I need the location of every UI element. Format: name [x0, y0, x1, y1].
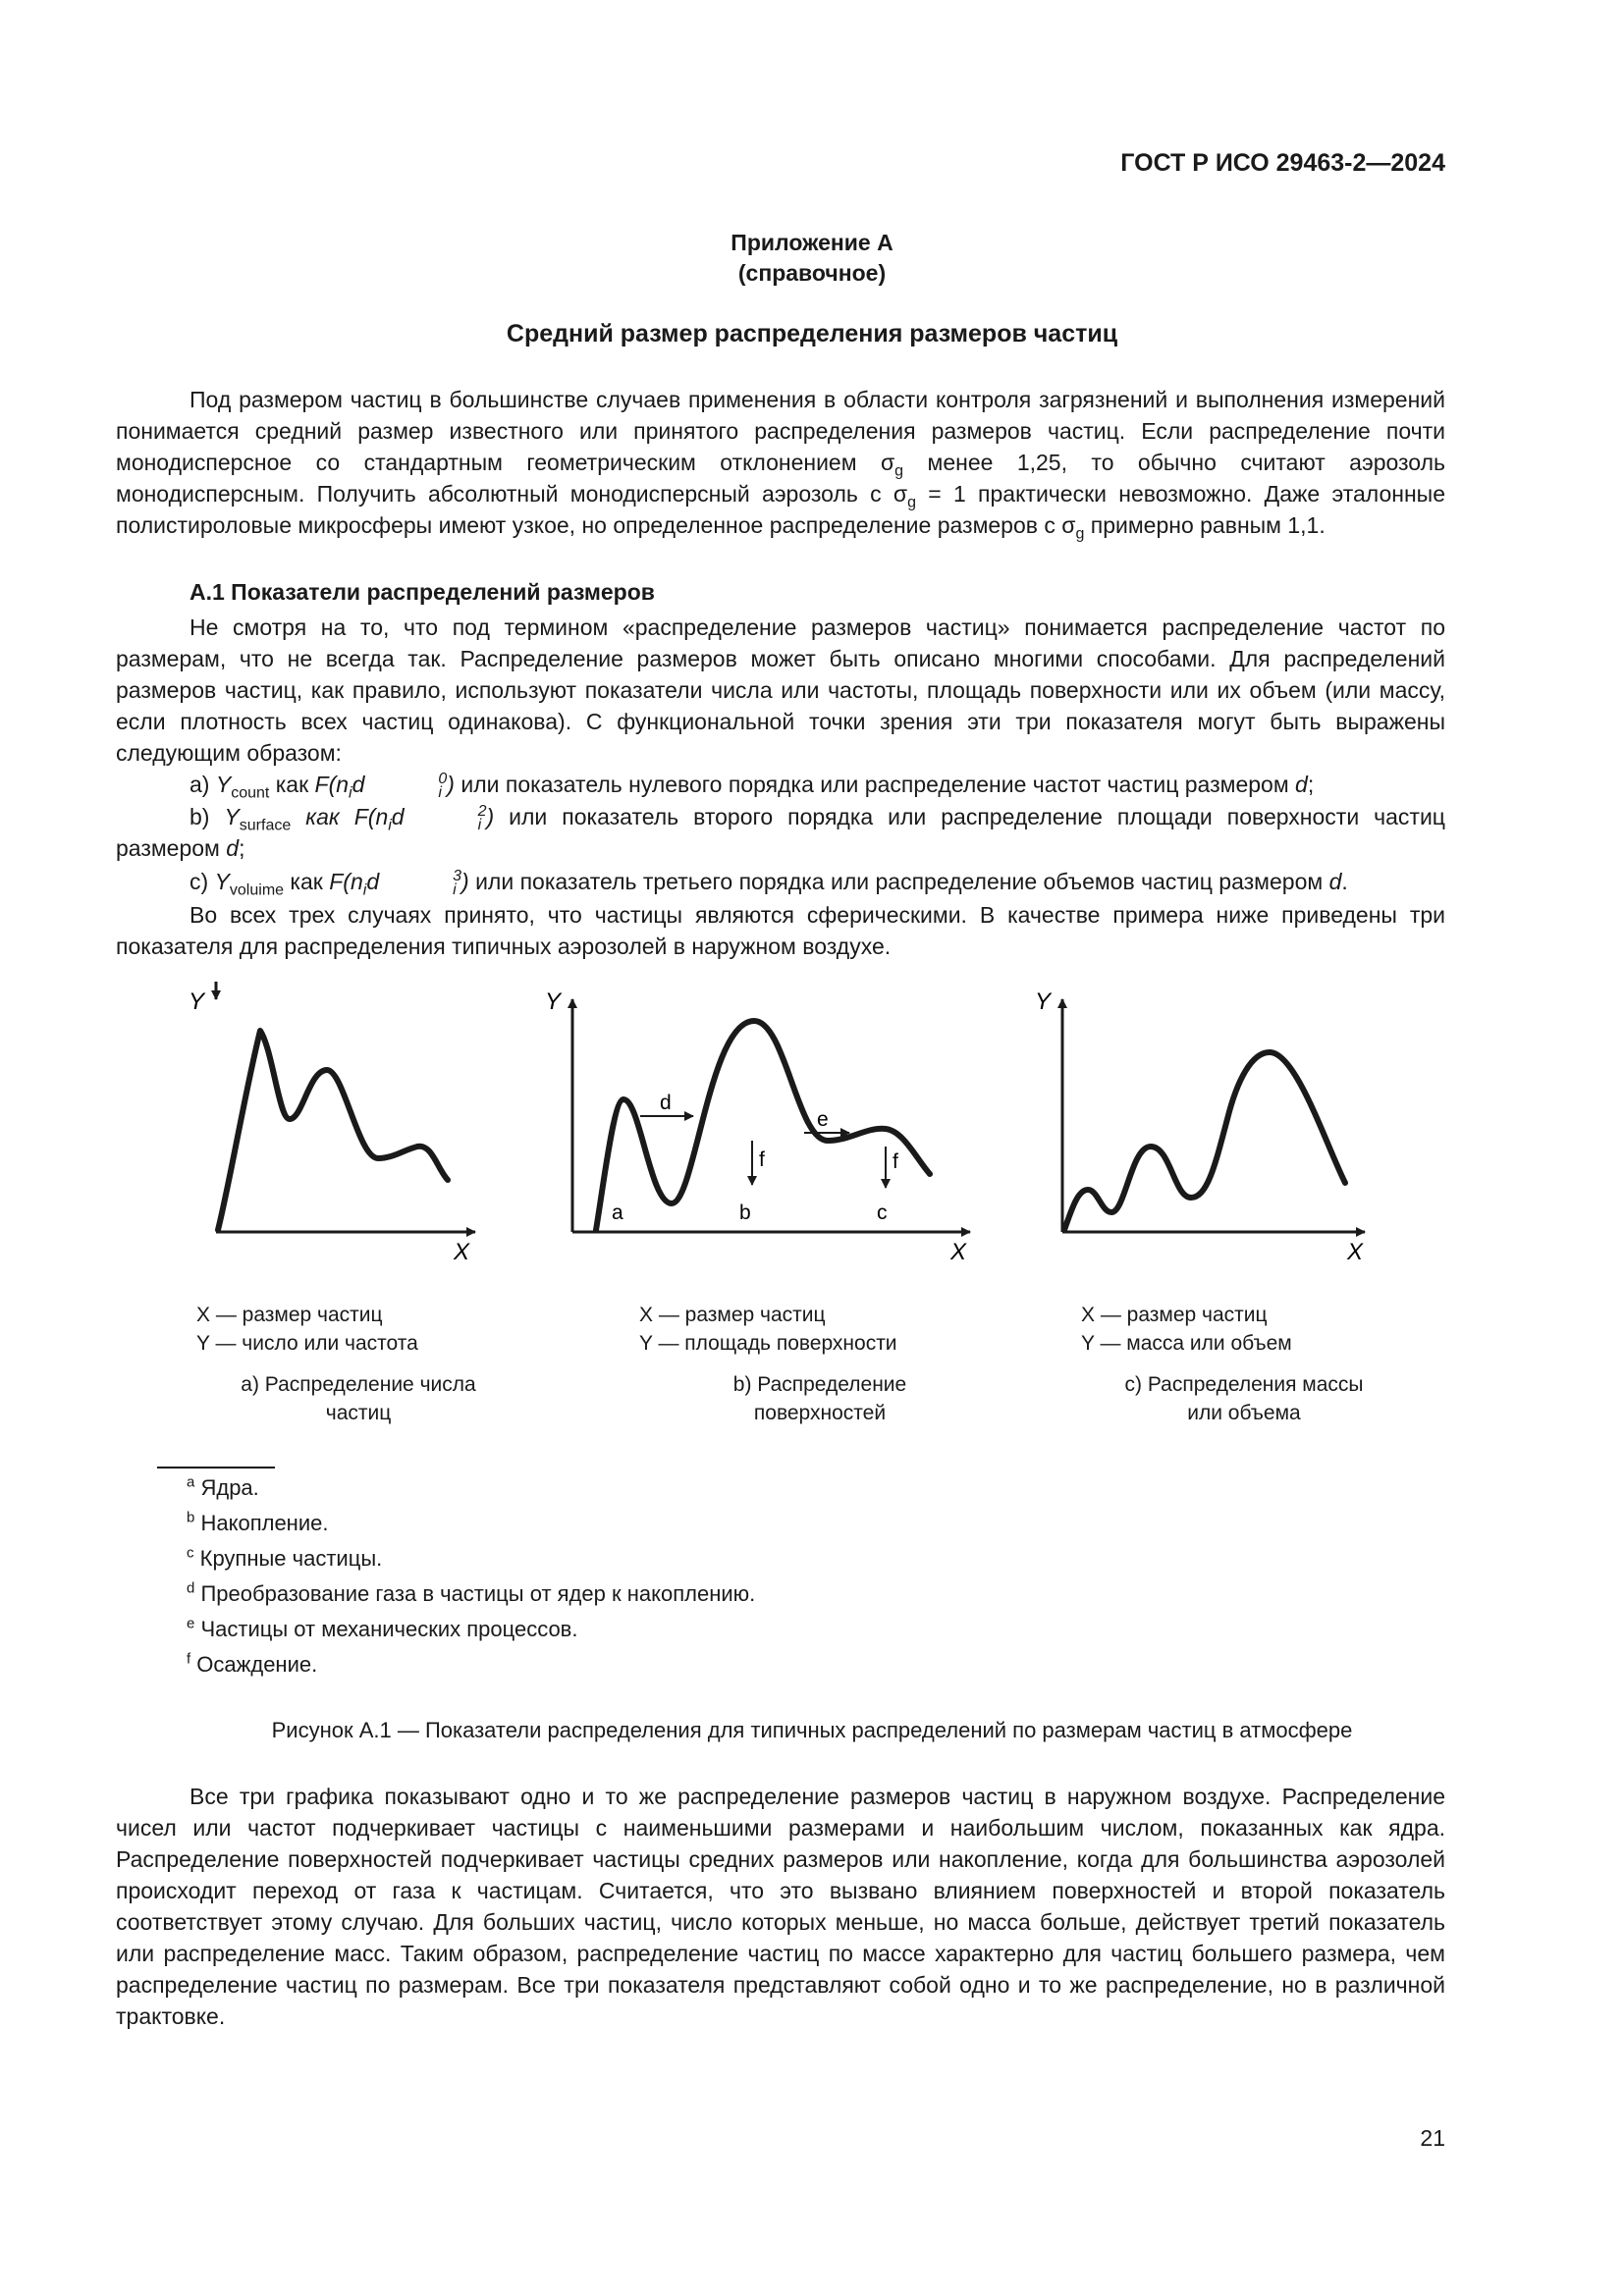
distribution-curve — [1064, 1052, 1345, 1230]
formula-part: ) — [461, 869, 469, 894]
footnote-mark: a — [187, 1473, 195, 1491]
var-d: d — [226, 835, 240, 861]
item-prefix: b) — [189, 804, 225, 829]
legend-x: X — размер частиц — [1081, 1304, 1268, 1326]
conclusion-paragraph: Все три графика показывают одно и то же распределение размеров частиц в наружном воздухе. Распределение чисел или частот подчеркивает частицы с наименьшими размерами и наибольшим числом, показанных как ядра. Распределение поверхностей подчеркивает частицы средних размеров или накопление, когда для большинства аэрозолей происходит переход от газа к частицам. Считается, что это вызвано влиянием поверхностей и второй показатель соответствует этому случаю. Для больших частиц, число которых меньше, но масса больше, действует третий показатель или распределение масс. Таким образом, распределение частиц по массе характерно для частиц большего размера, чем распределение частиц по размерам. Все три показателя представляют собой одно и то же распределение, но в различной трактовке. — [116, 1784, 1445, 2029]
item-text: или показатель второго порядка или распределение площади поверхности частиц размером — [116, 804, 1445, 861]
y-symbol: Y — [224, 804, 240, 829]
appendix-title — [0, 228, 1624, 289]
legend-x: X — размер частиц — [639, 1304, 826, 1326]
section-title: Средний размер распределения размеров частиц — [506, 320, 1118, 347]
formula-sup: 3 — [453, 867, 462, 884]
formula-part: F(n — [314, 772, 350, 797]
appendix-label: Приложение А — [731, 230, 893, 255]
intro-text-1: Под размером частиц в большинстве случаев применения в области контроля загрязнений и выполнения измерений понимается средний размер известного или принятого распределения размеров частиц. Если распределение почти монодисперсное со стандартным геометрическим отклонением σ — [116, 387, 1445, 475]
y-symbol: Y — [214, 869, 230, 894]
footnote-mark: f — [187, 1650, 191, 1668]
y-axis-label: Y — [1035, 988, 1052, 1015]
caption-a — [167, 1370, 550, 1427]
intro-paragraph — [116, 384, 1445, 541]
footnote-text: Осаждение. — [196, 1652, 318, 1677]
y-subscript: count — [231, 784, 270, 802]
legend-y: Y — масса или объем — [1081, 1332, 1292, 1355]
intro-text-2: менее 1,25, то обычно считают аэрозоль монодисперсным. Получить абсолютный монодисперсный аэрозоль с σ — [116, 450, 1445, 507]
item-text: или показатель третьего порядка или распределение объемов частиц размером — [468, 869, 1329, 894]
footnote-separator — [157, 1467, 275, 1468]
label-c: c — [877, 1201, 888, 1224]
var-d: d — [1328, 869, 1342, 894]
y-subscript: surface — [239, 817, 292, 834]
x-axis-label: X — [950, 1239, 967, 1265]
footnote-text: Крупные частицы. — [199, 1546, 383, 1571]
caption-line: поверхностей — [753, 1402, 887, 1424]
item-prefix: c) — [189, 869, 215, 894]
figure-graphs — [0, 982, 1624, 1276]
item-mid: как — [291, 804, 354, 829]
caption-line: a) Распределение числа — [241, 1373, 476, 1396]
graph-surface-distribution — [545, 988, 970, 1265]
item-end: . — [1341, 869, 1348, 894]
item-mid: как — [284, 869, 330, 894]
y-axis-label: Y — [189, 988, 205, 1015]
var-d: d — [1295, 772, 1308, 797]
label-b: b — [739, 1201, 751, 1224]
x-axis-label: X — [454, 1239, 470, 1265]
caption-b — [628, 1370, 1011, 1427]
label-f-1: f — [759, 1148, 765, 1171]
footnote-text: Преобразование газа в частицы от ядер к накоплению. — [200, 1581, 756, 1606]
caption-line: частиц — [325, 1402, 392, 1424]
a1-paragraph: Не смотря на то, что под термином «распределение размеров частиц» понимается распределение частот по размерам, что не всегда так. Распределение размеров может быть описано многими способами. Для распределений размеров частиц, как правило, используют показатели числа или частоты, площадь поверхности или их объем (или массу, если плотность всех частиц одинакова). С функциональной точки зрения эти три показателя могут быть выражены следующим образом: — [116, 614, 1445, 766]
formula-sub: i — [349, 784, 352, 802]
caption-line: b) Распределение — [732, 1373, 907, 1396]
figure-title: Рисунок А.1 — Показатели распределения для типичных распределений по размерам частиц в атмосфере — [271, 1718, 1353, 1742]
page-number: 21 — [1420, 2125, 1445, 2151]
item-end: ; — [239, 835, 245, 861]
y-subscript: voluime — [229, 881, 285, 899]
label-a: a — [612, 1201, 623, 1224]
caption-line: c) Распределения массы — [1124, 1373, 1364, 1396]
formula-part: F(n — [353, 804, 389, 829]
caption-line: или объема — [1187, 1402, 1301, 1424]
footnote-text: Накопление. — [200, 1511, 329, 1535]
legend-y: Y — площадь поверхности — [639, 1332, 897, 1355]
formula-sub: i — [453, 881, 457, 898]
formula-part: d — [352, 772, 365, 797]
footnote-text: Частицы от механических процессов. — [200, 1617, 578, 1641]
y-axis-label: Y — [545, 988, 562, 1015]
formula-sub: i — [438, 783, 442, 801]
sigma-subscript: g — [1075, 525, 1085, 543]
distribution-curve — [218, 1031, 448, 1230]
formula-part: d — [366, 869, 380, 894]
list-item-a — [116, 769, 1445, 800]
footnote-mark: b — [187, 1509, 195, 1526]
formula-sub: i — [477, 816, 482, 833]
graph-mass-distribution — [1035, 988, 1365, 1265]
legend-x: X — размер частиц — [196, 1304, 383, 1326]
formula-part: ) — [486, 804, 495, 829]
footnote-mark: c — [187, 1544, 194, 1562]
intro-text-3: = 1 практически невозможно. Даже эталонные полистироловые микросферы имеют узкое, но определенное распределение размеров с σ — [116, 481, 1445, 538]
list-item-c — [116, 866, 1445, 897]
item-end: ; — [1307, 772, 1315, 797]
distribution-curve — [596, 1021, 930, 1230]
subsection-heading: А.1 Показатели распределений размеров — [189, 579, 655, 605]
formula-sup: 0 — [438, 770, 448, 787]
label-d: d — [660, 1092, 672, 1114]
footnote-item — [187, 1576, 755, 1612]
a1-paragraph-2: Во всех трех случаях принято, что частицы являются сферическими. В качестве примера ниже приведены три показателя для распределения типичных аэрозолей в наружном воздухе. — [116, 902, 1445, 959]
footnote-mark: e — [187, 1615, 195, 1632]
y-symbol: Y — [215, 772, 232, 797]
footnote-item — [187, 1470, 755, 1506]
formula-sub: i — [388, 817, 392, 834]
footnotes — [187, 1470, 755, 1682]
label-e: e — [817, 1108, 829, 1131]
document-header: ГОСТ Р ИСО 29463-2—2024 — [1120, 149, 1445, 177]
sigma-subscript: g — [907, 494, 917, 511]
legend-a — [196, 1301, 418, 1358]
graph-number-distribution — [189, 982, 475, 1265]
formula-part: d — [391, 804, 405, 829]
formula-part: ) — [447, 772, 455, 797]
footnote-mark: d — [187, 1579, 195, 1597]
label-f-2: f — [893, 1150, 898, 1173]
footnote-item — [187, 1612, 755, 1647]
legend-b — [639, 1301, 897, 1358]
footnote-item — [187, 1541, 755, 1576]
legend-y: Y — число или частота — [196, 1332, 418, 1355]
intro-text-4: примерно равным 1,1. — [1084, 512, 1326, 538]
sigma-subscript: g — [894, 462, 904, 480]
legend-c — [1081, 1301, 1292, 1358]
x-axis-label: X — [1347, 1239, 1364, 1265]
formula-sup: 2 — [477, 802, 487, 820]
footnote-text: Ядра. — [200, 1475, 259, 1500]
item-text: или показатель нулевого порядка или распределение частот частиц размером — [454, 772, 1296, 797]
formula-sub: i — [362, 881, 367, 899]
appendix-type: (справочное) — [737, 260, 887, 286]
footnote-item — [187, 1506, 755, 1541]
caption-c — [1053, 1370, 1435, 1427]
item-prefix: a) — [189, 772, 216, 797]
item-mid: как — [269, 772, 315, 797]
footnote-item — [187, 1647, 755, 1682]
list-item-b — [116, 801, 1445, 864]
formula-part: F(n — [329, 869, 363, 894]
